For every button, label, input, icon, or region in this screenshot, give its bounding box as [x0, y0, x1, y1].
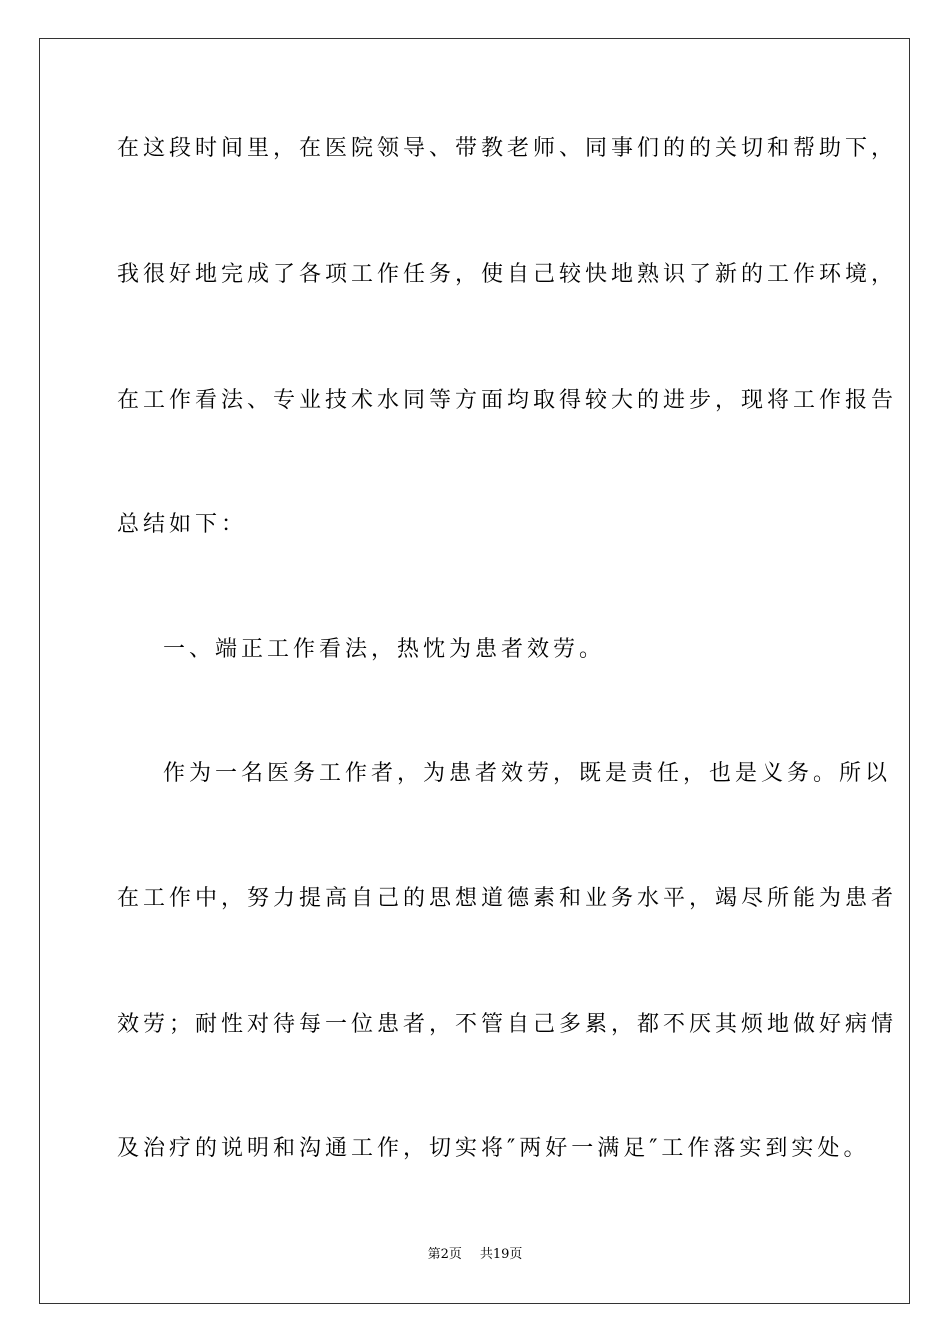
page-footer: [0, 1247, 950, 1263]
paragraph-line-2: 我很好地完成了各项工作任务，使自己较快地熟识了新的工作环境，: [117, 262, 898, 287]
paragraph-line-8: 效劳；耐性对待每一位患者，不管自己多累，都不厌其烦地做好病情: [117, 1012, 898, 1037]
page-number: 第2页: [427, 1247, 462, 1262]
paragraph-line-9: 及治疗的说明和沟通工作，切实将″两好一满足″工作落实到实处。: [117, 1136, 870, 1161]
page-frame: [39, 38, 910, 1304]
paragraph-line-1: 在这段时间里，在医院领导、带教老师、同事们的的关切和帮助下，: [117, 136, 898, 161]
page-total: 共19页: [479, 1247, 523, 1262]
paragraph-line-4: 总结如下：: [117, 512, 248, 537]
section-heading: 一、端正工作看法，热忱为患者效劳。: [163, 637, 606, 662]
paragraph-line-7: 在工作中，努力提高自己的思想道德素和业务水平，竭尽所能为患者: [117, 886, 898, 911]
paragraph-line-3: 在工作看法、专业技术水同等方面均取得较大的进步，现将工作报告: [117, 388, 898, 413]
paragraph-line-6: 作为一名医务工作者，为患者效劳，既是责任，也是义务。所以: [163, 761, 892, 786]
